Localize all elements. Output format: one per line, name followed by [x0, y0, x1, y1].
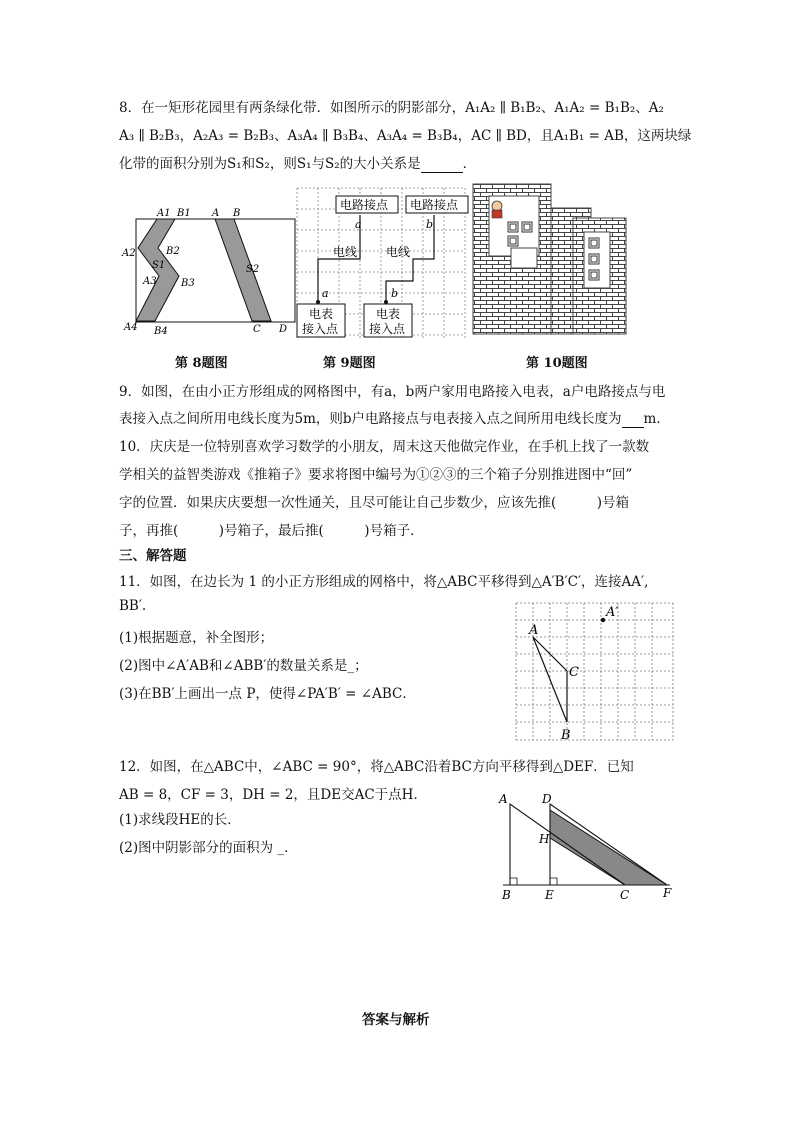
q10-line4: 子，再推( )号箱子，最后推( )号箱子． — [119, 523, 424, 539]
caption-fig10: 第 10题图 — [526, 356, 588, 371]
label-A2: A2 — [122, 248, 136, 259]
q8-line1: 8．在一矩形花园里有两条绿化带．如图所示的阴影部分，A₁A₂ ∥ B₁B₂、A₁A₂ = B₁B₂、A₂ — [119, 100, 664, 116]
label-S2: S2 — [246, 264, 260, 275]
q11-part3: (3)在BB′上画出一点 P，使得∠PA′B′ = ∠ABC． — [119, 686, 416, 702]
label-E: E — [545, 888, 554, 902]
q11-line2: BB′. — [119, 598, 147, 614]
label-S1: S1 — [152, 260, 166, 271]
q10-line2: 学相关的益智类游戏《推箱子》要求将图中编号为①②③的三个箱子分别推进图中“回” — [119, 467, 633, 483]
label-A: A — [499, 792, 508, 806]
label-B: B — [502, 888, 511, 902]
label-B4: B4 — [154, 326, 168, 337]
q10-line3: 字的位置．如果庆庆要想一次性通关，且尽可能让自己步数少，应该先推( )号箱 — [119, 495, 630, 511]
label-F: F — [663, 886, 672, 900]
meter-a-line2: 接入点 — [302, 322, 339, 336]
label-H: H — [539, 832, 550, 846]
label-b-bottom: b — [391, 287, 399, 300]
label-A-prime: A′ — [606, 605, 619, 620]
label-A4: A4 — [124, 322, 138, 333]
q12-line1: 12．如图，在△ABC中，∠ABC = 90°，将△ABC沿着BC方向平移得到△DEF．已知 — [119, 759, 634, 775]
label-C: C — [620, 888, 630, 902]
label-A: A — [529, 623, 539, 638]
wire-a-label: 电线 — [333, 245, 358, 259]
label-C: C — [253, 324, 261, 335]
label-B1: B1 — [177, 208, 191, 219]
junction-a-label: 电路接点 — [340, 198, 389, 212]
q8-line2: A₃ ∥ B₂B₃，A₂A₃ = B₂B₃、A₃A₄ ∥ B₃B₄、A₃A₄ = B₃B₄，AC ∥ BD，且A₁B₁ = AB，这两块绿 — [119, 128, 692, 144]
label-D: D — [542, 792, 552, 806]
junction-b-label: 电路接点 — [410, 198, 459, 212]
q12-line2: AB = 8，CF = 3，DH = 2，且DE交AC于点H． — [119, 787, 427, 803]
q9-line2: 表接入点之间所用电线长度为5m，则b户电路接点与电表接入点之间所用电线长度为 m． — [119, 411, 670, 427]
label-B: B — [233, 208, 241, 219]
q10-line1: 10．庆庆是一位特别喜欢学习数学的小朋友，周末这天他做完作业，在手机上找了一款数 — [119, 439, 650, 455]
label-A: A — [212, 208, 220, 219]
q12-part1: (1)求线段HE的长． — [119, 812, 241, 828]
label-B: B — [561, 728, 571, 743]
q8-line3: 化带的面积分别为S₁和S₂，则S₁与S₂的大小关系是 ． — [119, 156, 477, 172]
label-B2: B2 — [166, 246, 180, 257]
label-b-top: b — [426, 218, 434, 231]
q11-part1: (1)根据题意，补全图形； — [119, 630, 274, 646]
label-D: D — [279, 324, 288, 335]
q11-line1: 11．如图，在边长为 1 的小正方形组成的网格中，将△ABC平移得到△A′B′C′，连接AA′, — [119, 574, 649, 590]
label-a-top: a — [355, 218, 362, 231]
meter-a-line1: 电表 — [309, 307, 334, 321]
section-heading: 三、解答题 — [119, 548, 187, 564]
label-A1: A1 — [157, 208, 171, 219]
q11-part2: (2)图中∠A′AB和∠ABB′的数量关系是_； — [119, 658, 368, 674]
meter-b-line1: 电表 — [376, 307, 401, 321]
caption-fig9: 第 9题图 — [323, 356, 376, 371]
label-B3: B3 — [181, 278, 195, 289]
meter-b-line2: 接入点 — [369, 322, 406, 336]
label-C: C — [569, 665, 579, 680]
answers-heading: 答案与解析 — [362, 1012, 430, 1028]
wire-b-label: 电线 — [386, 245, 411, 259]
caption-fig8: 第 8题图 — [175, 356, 228, 371]
q12-part2: (2)图中阴影部分的面积为 _． — [119, 840, 298, 856]
q9-line1: 9．如图，在由小正方形组成的网格图中，有a，b两户家用电路接入电表，a户电路接点与电 — [119, 384, 666, 400]
label-a-bottom: a — [322, 287, 329, 300]
label-A3: A3 — [143, 276, 157, 287]
